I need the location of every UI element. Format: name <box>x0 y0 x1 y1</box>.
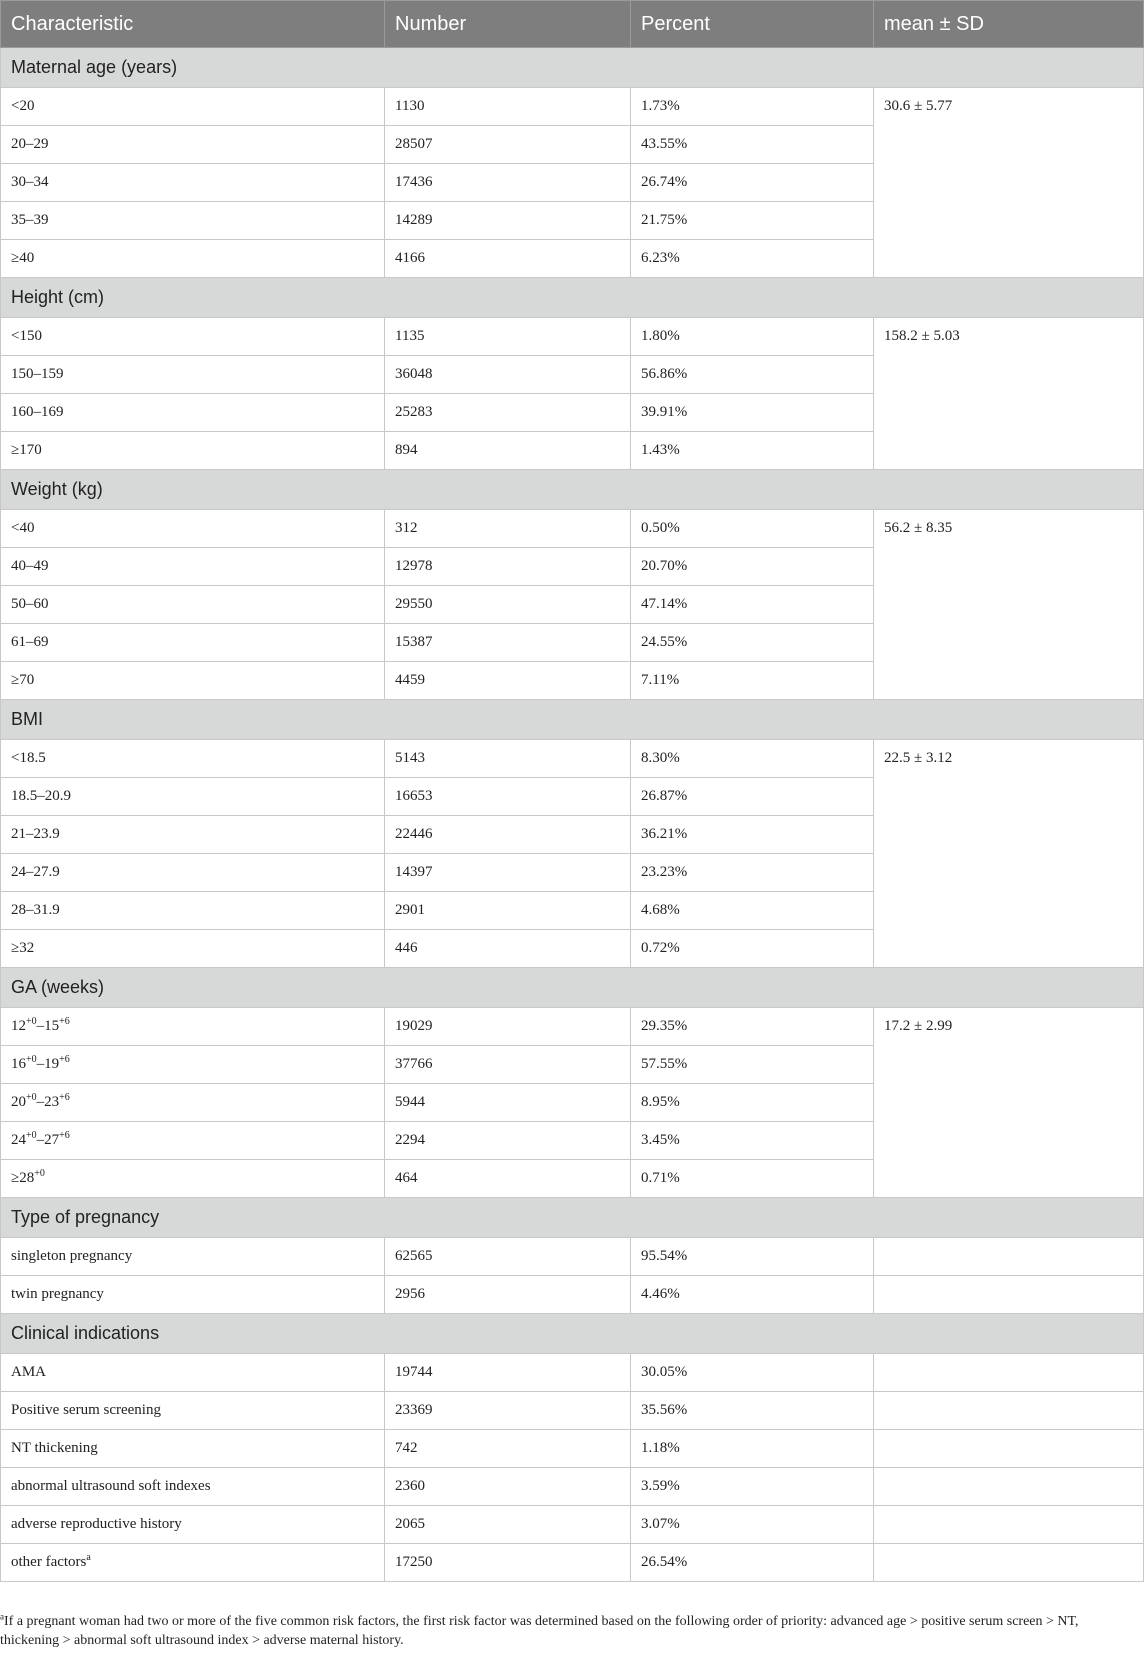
row-percent: 26.54% <box>631 1544 874 1582</box>
section-title: GA (weeks) <box>1 968 1144 1008</box>
section-row <box>1 470 1144 510</box>
row-number: 4166 <box>385 240 631 278</box>
footnote-marker: a <box>0 1611 4 1622</box>
row-number: 312 <box>385 510 631 548</box>
row-percent: 0.50% <box>631 510 874 548</box>
row-number: 17250 <box>385 1544 631 1582</box>
row-percent: 3.45% <box>631 1122 874 1160</box>
row-number: 28507 <box>385 126 631 164</box>
row-number: 4459 <box>385 662 631 700</box>
row-percent: 0.71% <box>631 1160 874 1198</box>
row-label: adverse reproductive history <box>1 1506 385 1544</box>
row-label: 35–39 <box>1 202 385 240</box>
row-label: 150–159 <box>1 356 385 394</box>
section-title: Height (cm) <box>1 278 1144 318</box>
header-percent: Percent <box>631 1 874 48</box>
table-row <box>1 740 1144 778</box>
row-label: $12^{+0}-15^{+6}$ <box>1 1008 385 1046</box>
row-percent: 1.80% <box>631 318 874 356</box>
row-number: 742 <box>385 1430 631 1468</box>
row-label: $20^{+0}-23^{+6}$ <box>1 1084 385 1122</box>
row-number: 894 <box>385 432 631 470</box>
row-label: abnormal ultrasound soft indexes <box>1 1468 385 1506</box>
row-percent: 29.35% <box>631 1008 874 1046</box>
row-number: 5143 <box>385 740 631 778</box>
row-number: 17436 <box>385 164 631 202</box>
row-label: 21–23.9 <box>1 816 385 854</box>
header-characteristic: Characteristic <box>1 1 385 48</box>
row-label: $16^{+0}-19^{+6}$ <box>1 1046 385 1084</box>
row-percent: 7.11% <box>631 662 874 700</box>
row-number: 14289 <box>385 202 631 240</box>
table-row <box>1 1544 1144 1582</box>
row-label: $24^{+0}-27^{+6}$ <box>1 1122 385 1160</box>
row-label: 50–60 <box>1 586 385 624</box>
row-percent: 30.05% <box>631 1354 874 1392</box>
table-row <box>1 1506 1144 1544</box>
row-percent: 24.55% <box>631 624 874 662</box>
row-label: other factors$^a$ <box>1 1544 385 1582</box>
row-number: 15387 <box>385 624 631 662</box>
row-number: 464 <box>385 1160 631 1198</box>
row-number: 2360 <box>385 1468 631 1506</box>
section-title: Clinical indications <box>1 1314 1144 1354</box>
row-percent: 23.23% <box>631 854 874 892</box>
table-row <box>1 1276 1144 1314</box>
row-label: <150 <box>1 318 385 356</box>
row-number: 19744 <box>385 1354 631 1392</box>
table-row <box>1 1238 1144 1276</box>
row-number: 29550 <box>385 586 631 624</box>
row-number: 12978 <box>385 548 631 586</box>
row-number: 2294 <box>385 1122 631 1160</box>
row-percent: 1.43% <box>631 432 874 470</box>
row-number: 23369 <box>385 1392 631 1430</box>
row-percent: 95.54% <box>631 1238 874 1276</box>
row-label: 20–29 <box>1 126 385 164</box>
table-row <box>1 510 1144 548</box>
table-row <box>1 1430 1144 1468</box>
row-percent: 20.70% <box>631 548 874 586</box>
row-number: 22446 <box>385 816 631 854</box>
row-percent: 4.68% <box>631 892 874 930</box>
row-mean-sd: 30.6 ± 5.77 <box>874 88 1144 278</box>
table-row <box>1 88 1144 126</box>
row-mean-sd-empty <box>874 1392 1144 1430</box>
row-number: 16653 <box>385 778 631 816</box>
row-percent: 1.73% <box>631 88 874 126</box>
header-number: Number <box>385 1 631 48</box>
row-mean-sd: 17.2 ± 2.99 <box>874 1008 1144 1198</box>
section-row <box>1 1198 1144 1238</box>
row-mean-sd-empty <box>874 1276 1144 1314</box>
row-percent: 39.91% <box>631 394 874 432</box>
row-percent: 43.55% <box>631 126 874 164</box>
footnote-text: If a pregnant woman had two or more of the five common risk factors, the first risk factor was determined based on the following order of priority: advanced age > positive serum screen > NT, thickening > abnormal soft ultrasound index > adverse maternal history. <box>0 1614 1079 1648</box>
row-percent: 6.23% <box>631 240 874 278</box>
row-label: <20 <box>1 88 385 126</box>
row-label: <40 <box>1 510 385 548</box>
row-percent: 26.74% <box>631 164 874 202</box>
section-row <box>1 968 1144 1008</box>
row-label: ≥32 <box>1 930 385 968</box>
row-number: 37766 <box>385 1046 631 1084</box>
row-mean-sd-empty <box>874 1238 1144 1276</box>
row-label: 160–169 <box>1 394 385 432</box>
row-label: 61–69 <box>1 624 385 662</box>
row-number: 5944 <box>385 1084 631 1122</box>
row-label: $\ge 28^{+0}$ <box>1 1160 385 1198</box>
row-percent: 35.56% <box>631 1392 874 1430</box>
row-number: 25283 <box>385 394 631 432</box>
row-number: 1135 <box>385 318 631 356</box>
section-row <box>1 278 1144 318</box>
row-number: 1130 <box>385 88 631 126</box>
section-row <box>1 1314 1144 1354</box>
header-row <box>1 1 1144 48</box>
row-label: 18.5–20.9 <box>1 778 385 816</box>
row-label: twin pregnancy <box>1 1276 385 1314</box>
row-percent: 8.30% <box>631 740 874 778</box>
row-number: 2956 <box>385 1276 631 1314</box>
row-percent: 1.18% <box>631 1430 874 1468</box>
row-label: 28–31.9 <box>1 892 385 930</box>
row-label: 30–34 <box>1 164 385 202</box>
row-percent: 8.95% <box>631 1084 874 1122</box>
row-label: ≥40 <box>1 240 385 278</box>
row-percent: 4.46% <box>631 1276 874 1314</box>
row-mean-sd: 22.5 ± 3.12 <box>874 740 1144 968</box>
row-label: ≥170 <box>1 432 385 470</box>
row-mean-sd-empty <box>874 1354 1144 1392</box>
section-title: Type of pregnancy <box>1 1198 1144 1238</box>
section-row <box>1 48 1144 88</box>
row-percent: 3.07% <box>631 1506 874 1544</box>
row-percent: 36.21% <box>631 816 874 854</box>
section-title: Maternal age (years) <box>1 48 1144 88</box>
row-label: <18.5 <box>1 740 385 778</box>
table-row <box>1 1392 1144 1430</box>
table-row <box>1 318 1144 356</box>
table-row <box>1 1008 1144 1046</box>
row-mean-sd: 158.2 ± 5.03 <box>874 318 1144 470</box>
row-percent: 47.14% <box>631 586 874 624</box>
row-label: Positive serum screening <box>1 1392 385 1430</box>
row-mean-sd-empty <box>874 1544 1144 1582</box>
row-label: 40–49 <box>1 548 385 586</box>
row-number: 2065 <box>385 1506 631 1544</box>
row-label: 24–27.9 <box>1 854 385 892</box>
row-percent: 21.75% <box>631 202 874 240</box>
header-mean-sd: mean ± SD <box>874 1 1144 48</box>
row-number: 19029 <box>385 1008 631 1046</box>
row-percent: 57.55% <box>631 1046 874 1084</box>
row-number: 2901 <box>385 892 631 930</box>
section-title: Weight (kg) <box>1 470 1144 510</box>
row-number: 446 <box>385 930 631 968</box>
row-mean-sd-empty <box>874 1506 1144 1544</box>
row-label: AMA <box>1 1354 385 1392</box>
footnote-marker: a <box>86 1552 91 1563</box>
section-row <box>1 700 1144 740</box>
row-label: NT thickening <box>1 1430 385 1468</box>
row-mean-sd: 56.2 ± 8.35 <box>874 510 1144 700</box>
row-percent: 56.86% <box>631 356 874 394</box>
row-percent: 3.59% <box>631 1468 874 1506</box>
table-row <box>1 1468 1144 1506</box>
row-number: 14397 <box>385 854 631 892</box>
row-number: 36048 <box>385 356 631 394</box>
row-mean-sd-empty <box>874 1430 1144 1468</box>
row-label: ≥70 <box>1 662 385 700</box>
row-mean-sd-empty <box>874 1468 1144 1506</box>
section-title: BMI <box>1 700 1144 740</box>
row-percent: 26.87% <box>631 778 874 816</box>
row-percent: 0.72% <box>631 930 874 968</box>
table-footnote <box>0 1612 1140 1650</box>
row-label: singleton pregnancy <box>1 1238 385 1276</box>
table-row <box>1 1354 1144 1392</box>
row-number: 62565 <box>385 1238 631 1276</box>
